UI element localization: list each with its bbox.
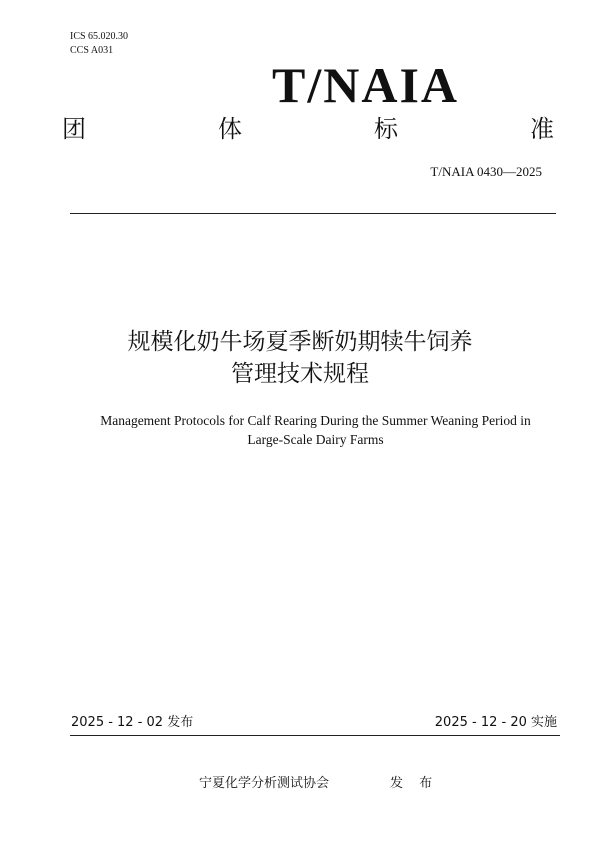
ics-code: ICS 65.020.30 [70, 31, 129, 42]
ccs-code: CCS A031 [70, 45, 114, 56]
category-char: 标 [374, 115, 398, 143]
issuing-organization: 宁夏化学分析测试协会 [199, 776, 330, 791]
category-char: 体 [218, 115, 242, 143]
issue-label: 发 布 [390, 776, 439, 791]
category-char: 团 [62, 115, 86, 143]
header-divider [70, 213, 556, 214]
footer-divider [70, 735, 560, 736]
implementation-date: 2025 - 12 - 20 实施 [434, 715, 557, 730]
chinese-title-line-1: 规模化奶牛场夏季断奶期犊牛饲养 [127, 329, 473, 355]
standard-category [62, 113, 554, 145]
english-title-line-2: Large-Scale Dairy Farms [247, 432, 384, 447]
release-date: 2025 - 12 - 02 发布 [71, 715, 194, 730]
standard-number: T/NAIA 0430—2025 [430, 164, 542, 179]
english-title-line-1: Management Protocols for Calf Rearing During the Summer Weaning Period in [100, 413, 531, 428]
category-char: 准 [530, 115, 554, 143]
standard-logo: T/NAIA [272, 57, 460, 113]
chinese-title-line-2: 管理技术规程 [231, 361, 369, 387]
